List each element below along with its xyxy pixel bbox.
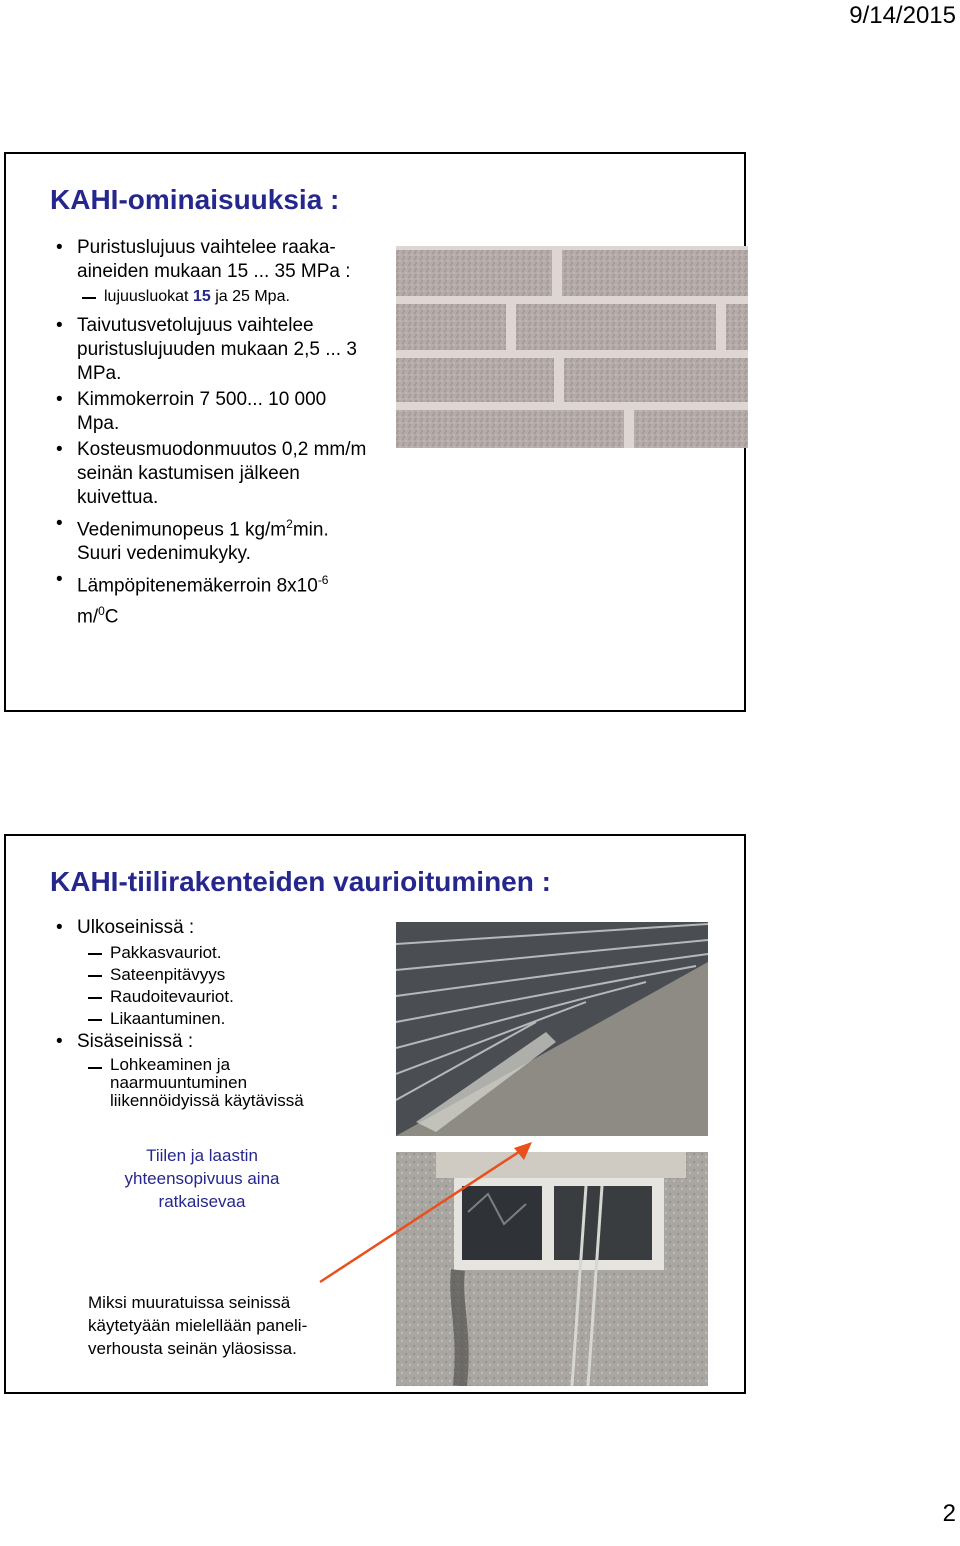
list-item: • Lämpöpitenemäkerroin $8x10^{-6}$ m/$^0$C xyxy=(50,568,370,629)
slide-properties xyxy=(4,152,746,712)
header-date: 9/14/2015 xyxy=(849,2,956,29)
sub-list-item: Likaantuminen. xyxy=(50,1008,370,1030)
list-item: • Vedenimunopeus 1 $kg/m^2\min$. Suuri vedenimukyky. xyxy=(50,512,370,566)
sub-list-item: Raudoitevauriot. xyxy=(50,986,370,1008)
damage-list xyxy=(50,916,370,1110)
slide-title: KAHI-tiilirakenteiden vaurioituminen : xyxy=(50,866,551,897)
arrow-head xyxy=(514,1142,532,1160)
highlight-value: 15 xyxy=(192,288,211,305)
list-item: • Taivutusvetolujuus vaihtelee puristuslujuuden mukaan 2,5 ... 3 MPa. xyxy=(50,314,370,386)
list-item: • Kosteusmuodonmuutos 0,2 mm/m seinän kastumisen jälkeen kuivettua. xyxy=(50,438,370,510)
sub-list-item: Lohkeaminen ja naarmuuntuminen liikennöidyissä käytävissä xyxy=(50,1056,360,1110)
arrow-line xyxy=(320,1146,528,1282)
kahi-brick-wall-photo xyxy=(396,246,748,448)
list-item: • Sisäseinissä : xyxy=(50,1030,370,1054)
slide-caption: Tiilen ja laastin yhteensopivuus aina ratkaisevaa xyxy=(124,1146,280,1211)
list-item: • Puristuslujuus vaihtelee raaka-aineiden mukaan 15 ... 35 MPa : xyxy=(50,236,370,284)
slide-damage xyxy=(4,834,746,1394)
list-item: • Kimmokerroin 7 500... 10 000 Mpa. xyxy=(50,388,370,436)
sub-list-item: Sateenpitävyys xyxy=(50,964,370,986)
note-text: Miksi muuratuissa seinissä käytetyään mielellään paneli-verhousta seinän yläosissa. xyxy=(88,1293,308,1358)
properties-list xyxy=(50,236,370,631)
page-number: 2 xyxy=(942,1500,956,1527)
sub-list-item: Pakkasvauriot. xyxy=(50,942,370,964)
pointer-arrow xyxy=(306,1136,546,1296)
slide-title: KAHI-ominaisuuksia : xyxy=(50,184,340,215)
damaged-wall-photo xyxy=(396,922,708,1136)
list-item: • Ulkoseinissä : xyxy=(50,916,370,940)
sub-list-item: lujuusluokat 15 ja 25 Mpa. xyxy=(44,286,370,308)
